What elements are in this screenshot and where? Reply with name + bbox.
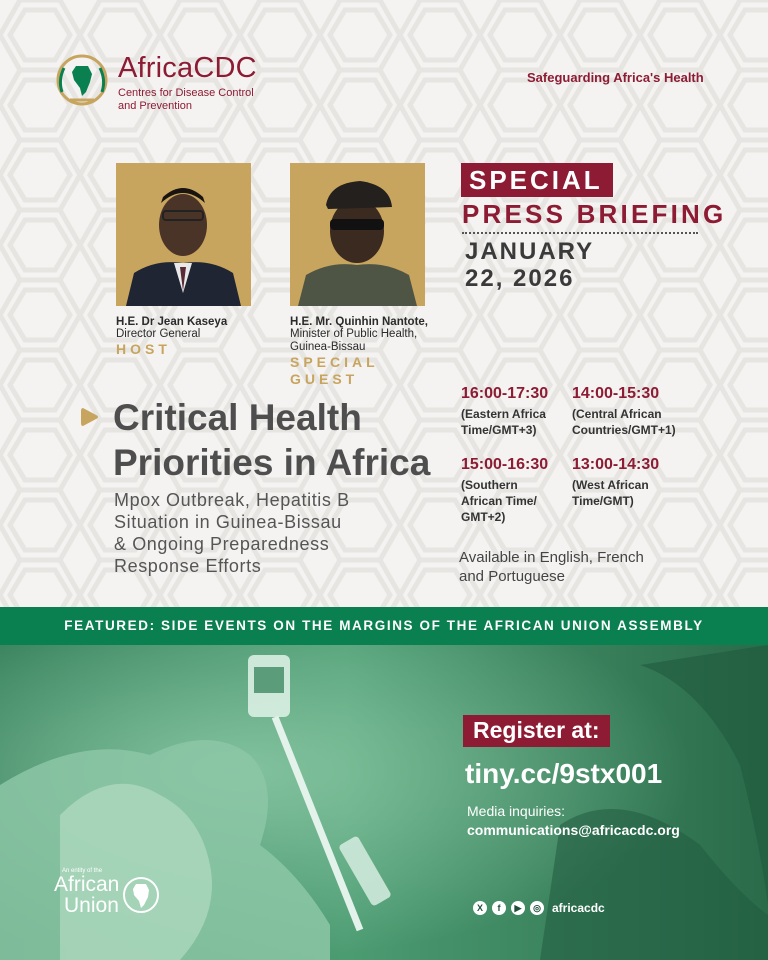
speaker-role: Guinea-Bissau (290, 341, 366, 353)
subtitle-line: Response Efforts (114, 556, 262, 576)
africacdc-emblem-icon (54, 52, 110, 108)
briefing-date (465, 238, 665, 292)
special-badge: SPECIAL (461, 163, 613, 197)
speaker-host (116, 316, 276, 358)
languages-note (459, 548, 699, 586)
schedule-time: 16:00-17:30 (461, 385, 549, 402)
schedule-zone: African Time/ (461, 494, 537, 508)
person-portrait-icon (290, 163, 425, 306)
schedule-zone: Time/GMT) (572, 494, 634, 508)
logo-title: AfricaCDC (118, 52, 257, 84)
african-union-logo (54, 868, 161, 916)
languages-line: Available in English, French (459, 549, 644, 566)
subtitle-line: Situation in Guinea-Bissau (114, 512, 342, 532)
title-line: Critical Health (113, 397, 362, 438)
speaker-name: H.E. Mr. Quinhin Nantote, (290, 316, 428, 328)
subtitle-line: & Ongoing Preparedness (114, 534, 330, 554)
schedule-zone: (West African (572, 478, 649, 492)
schedule-time: 13:00-14:30 (572, 456, 660, 473)
instagram-icon[interactable]: ◎ (530, 901, 544, 915)
schedule-west (572, 456, 702, 509)
x-icon[interactable]: X (473, 901, 487, 915)
schedule-zone: Time/GMT+3) (461, 423, 537, 437)
play-arrow-icon (77, 405, 101, 429)
topic-title (113, 395, 453, 485)
au-name-line: African (54, 873, 120, 896)
social-handle: africacdc (552, 901, 605, 915)
au-entity-label: An entity of the (62, 868, 103, 874)
media-email-link[interactable]: communications@africacdc.org (467, 822, 680, 838)
subtitle-line: Mpox Outbreak, Hepatitis B (114, 490, 350, 510)
logo-subtitle: Centres for Disease Control and Prevention (118, 87, 254, 112)
date-line: JANUARY (465, 238, 595, 265)
schedule-time: 14:00-15:30 (572, 385, 660, 402)
schedule-zone: (Central African (572, 407, 662, 421)
speaker-photo-host (116, 163, 251, 306)
facebook-icon[interactable]: f (492, 901, 506, 915)
speaker-photo-guest (290, 163, 425, 306)
social-links (473, 899, 605, 917)
schedule-eastern (461, 385, 571, 438)
speaker-guest (290, 316, 460, 388)
topic-subtitle (114, 489, 414, 577)
registration-link[interactable]: tiny.cc/9stx001 (465, 758, 663, 789)
schedule-time: 15:00-16:30 (461, 456, 549, 473)
schedule-zone: GMT+2) (461, 510, 506, 524)
date-line: 22, 2026 (465, 265, 575, 292)
register-label: Register at: (463, 715, 610, 747)
speaker-tag: GUEST (290, 371, 359, 387)
media-inquiries-label: Media inquiries: (467, 803, 566, 819)
press-briefing-title: PRESS BRIEFING (462, 199, 727, 229)
person-portrait-icon (116, 163, 251, 306)
schedule-zone: (Eastern Africa (461, 407, 546, 421)
schedule-zone: Countries/GMT+1) (572, 423, 676, 437)
divider (462, 232, 698, 234)
speaker-name: H.E. Dr Jean Kaseya (116, 316, 228, 328)
speaker-tag: HOST (116, 341, 171, 357)
speaker-tag: SPECIAL (290, 354, 379, 370)
africacdc-logo (54, 52, 394, 112)
featured-banner: FEATURED: SIDE EVENTS ON THE MARGINS OF THE AFRICAN UNION ASSEMBLY (0, 607, 768, 645)
african-union-emblem-icon (121, 875, 161, 915)
schedule-southern (461, 456, 571, 525)
tagline: Safeguarding Africa's Health (527, 70, 704, 85)
au-name-line: Union (64, 894, 119, 917)
speaker-role: Director General (116, 328, 201, 340)
languages-line: and Portuguese (459, 568, 565, 585)
schedule-zone: (Southern (461, 478, 518, 492)
schedule-central (572, 385, 702, 438)
title-line: Priorities in Africa (113, 442, 431, 483)
speaker-role: Minister of Public Health, (290, 328, 418, 340)
youtube-icon[interactable]: ▶ (511, 901, 525, 915)
